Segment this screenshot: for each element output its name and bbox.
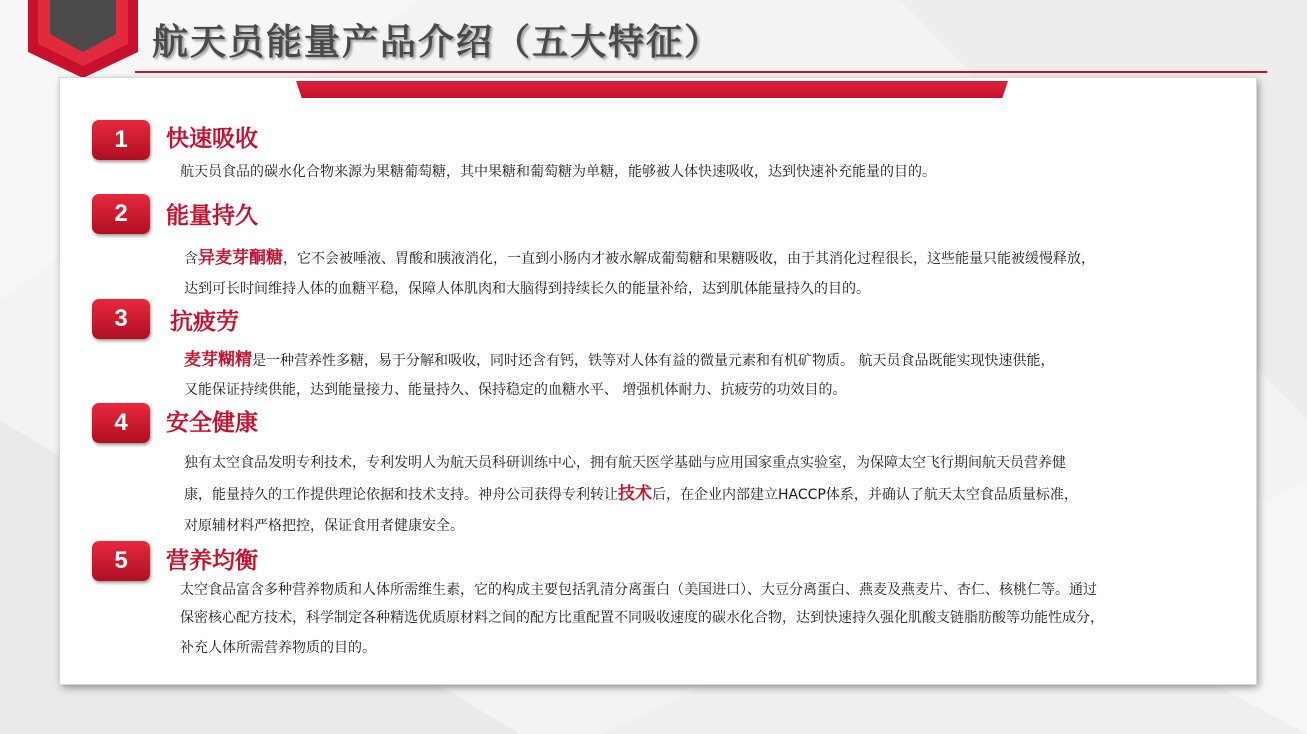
header-logo-emblem bbox=[28, 0, 138, 78]
section-2-line-2: 达到可长时间维持人体的血糖平稳，保障人体肌肉和大脑得到持续长久的能量补给，达到肌体能量持久的目的。 bbox=[184, 281, 870, 297]
section-5-line-1: 太空食品富含多种营养物质和人体所需维生素，它的构成主要包括乳清分离蛋白（美国进口）、大豆分离蛋白、燕麦及燕麦片、杏仁、核桃仁等。通过 bbox=[180, 582, 1097, 598]
highlight-maltodextrin: 麦芽糊精 bbox=[184, 350, 252, 370]
section-5-badge: 5 bbox=[92, 541, 150, 581]
title-underline bbox=[135, 71, 1267, 73]
page-title: 航天员能量产品介绍（五大特征） bbox=[152, 22, 723, 63]
content-card bbox=[60, 78, 1256, 684]
section-2-heading: 能量持久 bbox=[166, 203, 258, 229]
highlight-isomaltulose: 异麦芽酮糖 bbox=[198, 248, 283, 268]
section-4-line-2: 康，能量持久的工作提供理论依据和技术支持。神舟公司获得专利转让技术后，在企业内部建立HACCP体系，并确认了航天太空食品质量标准， bbox=[184, 484, 1078, 504]
section-3-badge: 3 bbox=[92, 299, 150, 339]
section-2-badge: 2 bbox=[92, 194, 150, 234]
section-1-heading: 快速吸收 bbox=[166, 126, 258, 152]
section-5-line-3: 补充人体所需营养物质的目的。 bbox=[180, 640, 376, 656]
section-1-badge: 1 bbox=[92, 120, 150, 160]
section-4-heading: 安全健康 bbox=[166, 410, 258, 436]
section-4-line-3: 对原辅材料严格把控，保证食用者健康安全。 bbox=[184, 518, 464, 534]
section-4-badge: 4 bbox=[92, 403, 150, 443]
section-2-line-1: 含异麦芽酮糖，它不会被唾液、胃酸和胰液消化，一直到小肠内才被水解成葡萄糖和果糖吸收，由于其消化过程很长，这些能量只能被缓慢释放， bbox=[184, 248, 1095, 268]
section-4-line-1: 独有太空食品发明专利技术，专利发明人为航天员科研训练中心，拥有航天医学基础与应用国家重点实验室，为保障太空飞行期间航天员营养健 bbox=[184, 455, 1066, 471]
section-1-line-1: 航天员食品的碳水化合物来源为果糖葡萄糖，其中果糖和葡萄糖为单糖，能够被人体快速吸收，达到快速补充能量的目的。 bbox=[180, 164, 936, 180]
section-3-line-1: 麦芽糊精是一种营养性多糖，易于分解和吸收，同时还含有钙，铁等对人体有益的微量元素和有机矿物质。 航天员食品既能实现快速供能， bbox=[184, 350, 1055, 370]
section-3-heading: 抗疲劳 bbox=[170, 309, 239, 335]
section-5-line-2: 保密核心配方技术，科学制定各种精选优质原材料之间的配方比重配置不同吸收速度的碳水化合物，达到快速持久强化肌酸支链脂肪酸等功能性成分， bbox=[180, 610, 1104, 626]
highlight-technology: 技术 bbox=[618, 484, 652, 504]
section-5-heading: 营养均衡 bbox=[166, 548, 258, 574]
card-ribbon bbox=[296, 81, 1008, 98]
section-3-line-2: 又能保证持续供能，达到能量接力、能量持久、保持稳定的血糖水平、 增强机体耐力、抗疲劳的功效目的。 bbox=[184, 382, 847, 398]
